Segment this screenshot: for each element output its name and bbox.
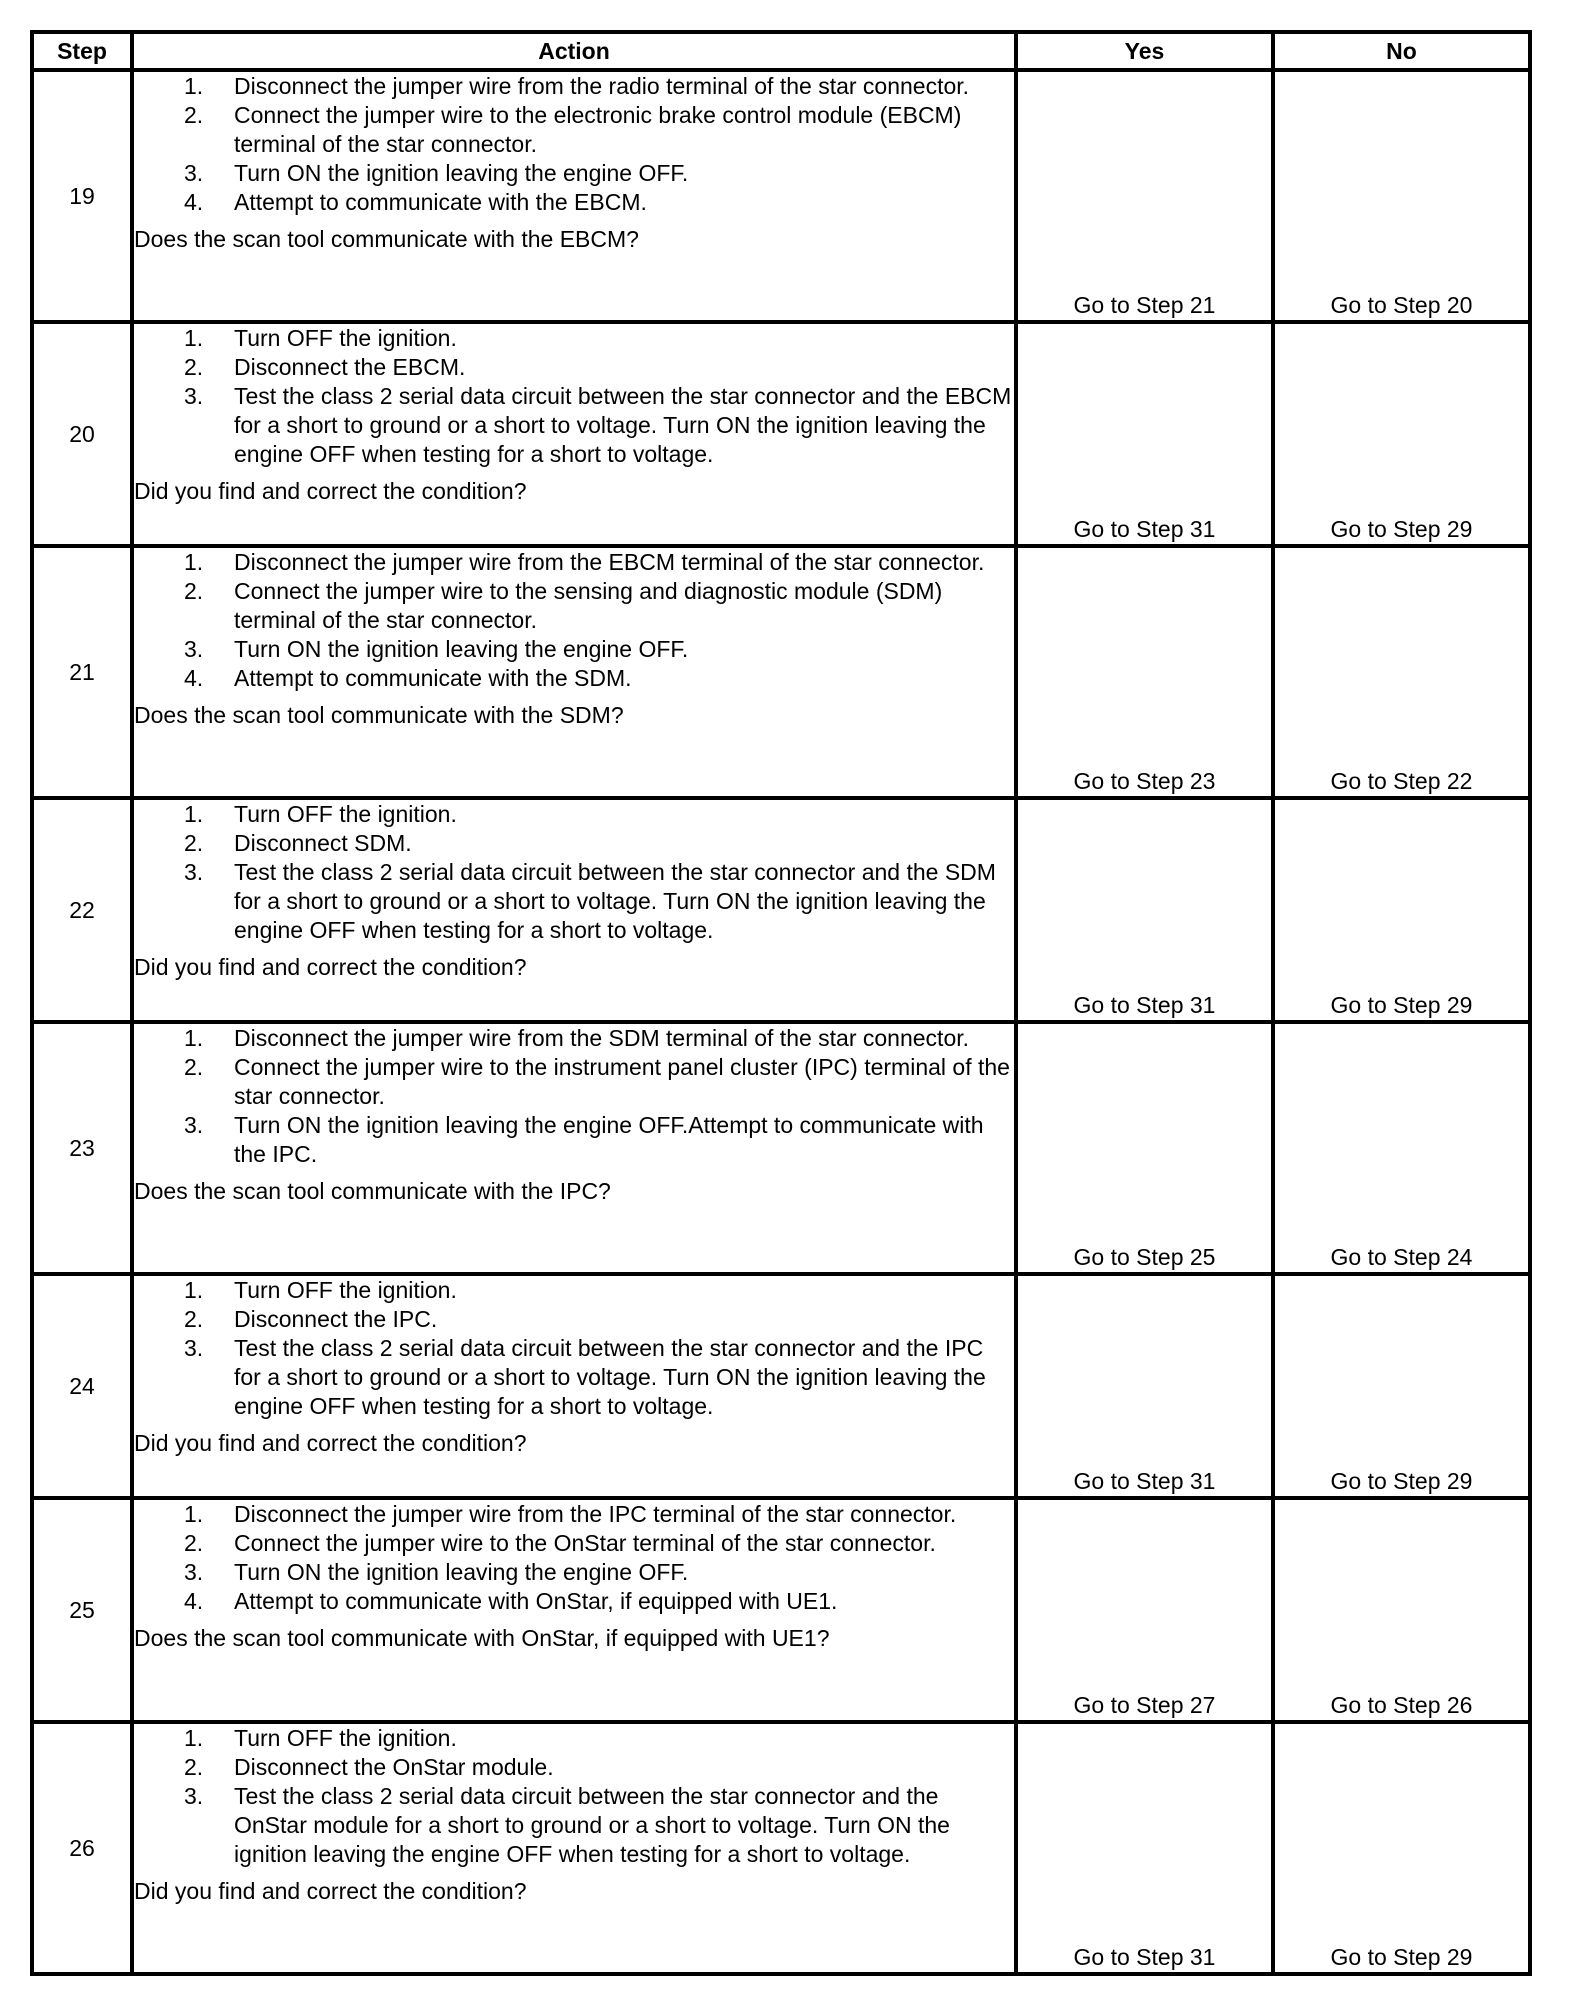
yes-result: Go to Step 31 <box>1016 322 1273 546</box>
action-list <box>134 1024 1014 1169</box>
action-cell <box>132 1022 1016 1274</box>
no-result: Go to Step 26 <box>1273 1498 1530 1722</box>
yes-result: Go to Step 31 <box>1016 798 1273 1022</box>
action-list <box>134 548 1014 693</box>
question: Did you find and correct the condition? <box>134 1878 527 1904</box>
list-item: 3. Turn ON the ignition leaving the engine OFF. <box>184 636 689 662</box>
list-item: 4. Attempt to communicate with the SDM. <box>184 665 632 691</box>
question: Does the scan tool communicate with the SDM? <box>134 702 624 728</box>
table-row <box>32 1274 1530 1498</box>
header-no: No <box>1273 32 1530 70</box>
no-result: Go to Step 29 <box>1273 1274 1530 1498</box>
action-cell <box>132 546 1016 798</box>
table-row <box>32 1022 1530 1274</box>
action-list <box>134 324 1014 469</box>
step-number: 20 <box>32 322 132 546</box>
action-cell <box>132 1274 1016 1498</box>
action-list <box>134 1500 1014 1616</box>
list-item: 3. Test the class 2 serial data circuit between the star connector and the OnStar module for a short to ground or a short to voltage. Turn ON the ignition leaving the engine OFF when testing for a short to voltage. <box>184 1783 950 1867</box>
list-item: 2. Disconnect the IPC. <box>184 1306 438 1332</box>
list-item: 2. Disconnect the OnStar module. <box>184 1754 554 1780</box>
step-number: 23 <box>32 1022 132 1274</box>
step-number: 26 <box>32 1722 132 1974</box>
step-number: 25 <box>32 1498 132 1722</box>
action-cell <box>132 322 1016 546</box>
list-item: 2. Connect the jumper wire to the OnStar terminal of the star connector. <box>184 1530 936 1556</box>
step-number: 21 <box>32 546 132 798</box>
question: Does the scan tool communicate with OnStar, if equipped with UE1? <box>134 1625 830 1651</box>
list-item: 1. Disconnect the jumper wire from the SDM terminal of the star connector. <box>184 1025 970 1051</box>
no-result: Go to Step 29 <box>1273 798 1530 1022</box>
yes-result: Go to Step 31 <box>1016 1274 1273 1498</box>
no-result: Go to Step 24 <box>1273 1022 1530 1274</box>
list-item: 1. Disconnect the jumper wire from the radio terminal of the star connector. <box>184 73 970 99</box>
question: Does the scan tool communicate with the IPC? <box>134 1178 611 1204</box>
table-row <box>32 322 1530 546</box>
yes-result: Go to Step 27 <box>1016 1498 1273 1722</box>
no-result: Go to Step 22 <box>1273 546 1530 798</box>
list-item: 1. Turn OFF the ignition. <box>184 325 457 351</box>
list-item: 1. Turn OFF the ignition. <box>184 801 457 827</box>
action-cell <box>132 1722 1016 1974</box>
list-item: 4. Attempt to communicate with the EBCM. <box>184 189 647 215</box>
yes-result: Go to Step 21 <box>1016 70 1273 322</box>
question: Does the scan tool communicate with the EBCM? <box>134 226 639 252</box>
list-item: 3. Turn ON the ignition leaving the engine OFF. <box>184 1559 689 1585</box>
action-list <box>134 800 1014 945</box>
yes-result: Go to Step 31 <box>1016 1722 1273 1974</box>
action-list <box>134 1724 1014 1869</box>
action-list <box>134 1276 1014 1421</box>
step-number: 24 <box>32 1274 132 1498</box>
action-cell <box>132 798 1016 1022</box>
document-page <box>30 30 1528 1976</box>
yes-result: Go to Step 25 <box>1016 1022 1273 1274</box>
list-item: 1. Disconnect the jumper wire from the IPC terminal of the star connector. <box>184 1501 957 1527</box>
no-result: Go to Step 29 <box>1273 1722 1530 1974</box>
table-header-row <box>32 32 1530 70</box>
list-item: 3. Turn ON the ignition leaving the engine OFF. <box>184 160 689 186</box>
step-number: 19 <box>32 70 132 322</box>
table-row <box>32 70 1530 322</box>
action-list <box>134 72 1014 217</box>
table-row <box>32 1498 1530 1722</box>
no-result: Go to Step 29 <box>1273 322 1530 546</box>
step-number: 22 <box>32 798 132 1022</box>
question: Did you find and correct the condition? <box>134 954 527 980</box>
question: Did you find and correct the condition? <box>134 1430 527 1456</box>
list-item: 3. Test the class 2 serial data circuit between the star connector and the IPC for a short to ground or a short to voltage. Turn ON the ignition leaving the engine OFF when testing for a short to voltage. <box>184 1335 986 1419</box>
list-item: 2. Connect the jumper wire to the sensing and diagnostic module (SDM) terminal of the star connector. <box>184 578 943 633</box>
header-yes: Yes <box>1016 32 1273 70</box>
action-cell <box>132 1498 1016 1722</box>
table-row <box>32 798 1530 1022</box>
list-item: 2. Disconnect SDM. <box>184 830 412 856</box>
diagnostic-table <box>30 30 1532 1976</box>
list-item: 1. Turn OFF the ignition. <box>184 1725 457 1751</box>
list-item: 2. Connect the jumper wire to the electronic brake control module (EBCM) terminal of the star connector. <box>184 102 962 157</box>
yes-result: Go to Step 23 <box>1016 546 1273 798</box>
table-row <box>32 1722 1530 1974</box>
list-item: 1. Turn OFF the ignition. <box>184 1277 457 1303</box>
table-row <box>32 546 1530 798</box>
header-step: Step <box>32 32 132 70</box>
no-result: Go to Step 20 <box>1273 70 1530 322</box>
list-item: 3. Turn ON the ignition leaving the engine OFF.Attempt to communicate with the IPC. <box>184 1112 984 1167</box>
question: Did you find and correct the condition? <box>134 478 527 504</box>
header-action: Action <box>132 32 1016 70</box>
list-item: 2. Connect the jumper wire to the instrument panel cluster (IPC) terminal of the star connector. <box>184 1054 1010 1109</box>
list-item: 4. Attempt to communicate with OnStar, if equipped with UE1. <box>184 1588 838 1614</box>
list-item: 3. Test the class 2 serial data circuit between the star connector and the EBCM for a short to ground or a short to voltage. Turn ON the ignition leaving the engine OFF when testing for a short to voltage. <box>184 383 1012 467</box>
list-item: 1. Disconnect the jumper wire from the EBCM terminal of the star connector. <box>184 549 985 575</box>
action-cell <box>132 70 1016 322</box>
list-item: 3. Test the class 2 serial data circuit between the star connector and the SDM for a short to ground or a short to voltage. Turn ON the ignition leaving the engine OFF when testing for a short to voltage. <box>184 859 996 943</box>
list-item: 2. Disconnect the EBCM. <box>184 354 466 380</box>
